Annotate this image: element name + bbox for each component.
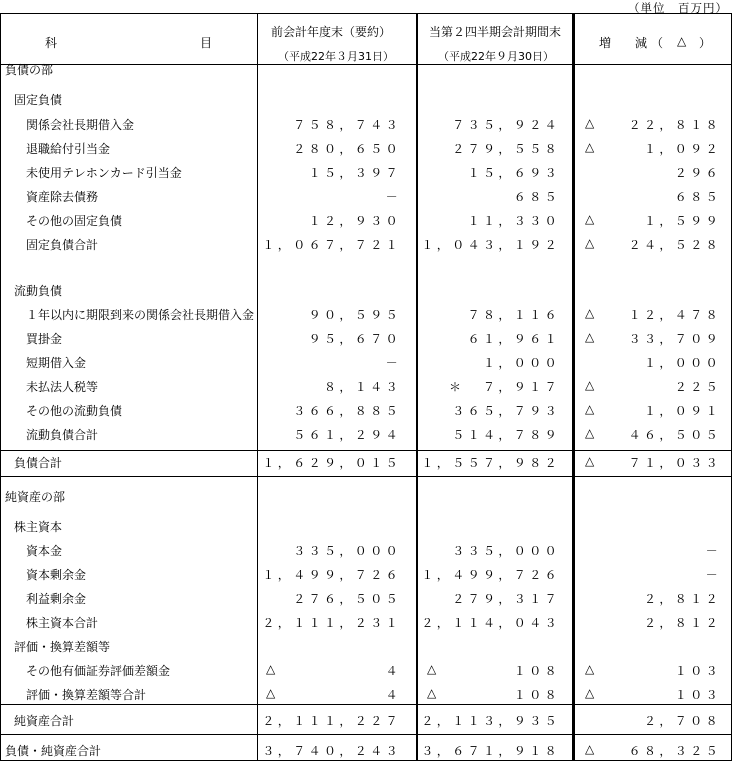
table-row xyxy=(1,349,731,373)
row-value: － xyxy=(705,544,721,558)
row-label: 流動負債合計 xyxy=(26,428,99,442)
table-row xyxy=(1,421,731,445)
table-row xyxy=(1,657,731,681)
negative-triangle-mark: △ xyxy=(585,742,595,756)
row-value: １，０００ xyxy=(643,356,721,370)
row-value: １１，３３０ xyxy=(467,214,560,228)
row-label: 流動負債 xyxy=(14,284,63,298)
row-value: ２，１１１，２３１ xyxy=(262,616,401,630)
row-label: その他有価証券評価差額金 xyxy=(26,664,171,678)
row-value: ４ xyxy=(385,664,401,678)
row-value: ６８５ xyxy=(513,190,560,204)
table-row xyxy=(1,301,731,325)
table-row xyxy=(1,483,731,507)
row-value: ６１，９６１ xyxy=(467,332,560,346)
negative-triangle-mark: △ xyxy=(585,116,595,130)
table-row xyxy=(1,183,731,207)
row-value: ３，６７１，９１８ xyxy=(421,744,560,758)
row-value: ６８，３２５ xyxy=(628,744,721,758)
row-value: ２２，８１８ xyxy=(628,118,721,132)
row-value: ３６５，７９３ xyxy=(452,404,560,418)
row-label: 純資産の部 xyxy=(5,490,66,504)
table-row xyxy=(1,231,731,255)
row-value: １０８ xyxy=(513,688,560,702)
row-value: ３３５，０００ xyxy=(452,544,560,558)
row-value: ７８，１１６ xyxy=(467,308,560,322)
row-value: － xyxy=(385,356,401,370)
table-row xyxy=(1,207,731,231)
table-row xyxy=(1,159,731,183)
row-value: ２８０，６５０ xyxy=(293,142,401,156)
row-value: １，５５７，９８２ xyxy=(421,456,560,470)
negative-triangle-mark: △ xyxy=(585,426,595,440)
row-value: １２，９３０ xyxy=(308,214,401,228)
row-label: 固定負債 xyxy=(14,93,63,107)
table-row xyxy=(1,681,731,705)
negative-triangle-mark: △ xyxy=(585,306,595,320)
row-label: 資本金 xyxy=(26,544,63,558)
row-value: ２７９，５５８ xyxy=(452,142,560,156)
row-value: ２７６，５０５ xyxy=(293,592,401,606)
header-subject-2: 目 xyxy=(200,36,213,50)
row-value: ９０，５９５ xyxy=(308,308,401,322)
asterisk-mark: ＊ xyxy=(449,380,462,394)
row-value: ９５，６７０ xyxy=(308,332,401,346)
row-value: １０３ xyxy=(674,664,721,678)
row-label: 負債の部 xyxy=(5,63,54,77)
table-row xyxy=(1,325,731,349)
table-row xyxy=(1,707,731,731)
row-value: ２，１１３，９３５ xyxy=(421,714,560,728)
negative-triangle-mark: △ xyxy=(585,330,595,344)
header-current-period: 当第２四半期会計期間末 xyxy=(429,25,562,39)
negative-triangle-mark: △ xyxy=(585,378,595,392)
row-label: その他の流動負債 xyxy=(26,404,123,418)
negative-triangle-mark: △ xyxy=(585,402,595,416)
row-label: 株主資本 xyxy=(14,520,63,534)
row-value: ３，７４０，２４３ xyxy=(262,744,401,758)
row-value: ２７９，３１７ xyxy=(452,592,560,606)
row-label: 負債・純資産合計 xyxy=(5,744,102,758)
table-row xyxy=(1,633,731,657)
negative-triangle-mark: △ xyxy=(427,686,437,700)
row-value: ７５８，７４３ xyxy=(293,118,401,132)
row-label: 負債合計 xyxy=(14,456,63,470)
table-row xyxy=(1,561,731,585)
row-value: ２，１１１，２２７ xyxy=(262,714,401,728)
row-value: １，０９１ xyxy=(643,404,721,418)
row-value: １，６２９，０１５ xyxy=(262,456,401,470)
row-value: ２，８１２ xyxy=(643,616,721,630)
table-row xyxy=(1,513,731,537)
header-change-2: 減（ xyxy=(635,36,668,50)
table-row xyxy=(1,585,731,609)
row-value: １，４９９，７２６ xyxy=(262,568,401,582)
row-label: 買掛金 xyxy=(26,332,63,346)
row-value: １，４９９，７２６ xyxy=(421,568,560,582)
balance-sheet-table xyxy=(0,13,732,761)
header-subject-1: 科 xyxy=(45,36,58,50)
table-row xyxy=(1,537,731,561)
header-change-3: ） xyxy=(699,36,712,50)
negative-triangle-mark: △ xyxy=(427,662,437,676)
row-value: ３３５，０００ xyxy=(293,544,401,558)
row-value: ６８５ xyxy=(674,190,721,204)
row-value: ５６１，２９４ xyxy=(293,428,401,442)
negative-triangle-mark: △ xyxy=(266,686,276,700)
row-label: 評価・換算差額等 xyxy=(14,640,111,654)
row-value: － xyxy=(705,568,721,582)
section-rule xyxy=(1,476,731,477)
row-label: 利益剰余金 xyxy=(26,592,87,606)
row-value: ２４，５２８ xyxy=(628,238,721,252)
table-row xyxy=(1,373,731,397)
row-value: － xyxy=(385,190,401,204)
unit-note: （単位 百万円） xyxy=(628,1,728,15)
table-row xyxy=(1,111,731,135)
row-value: ３３，７０９ xyxy=(628,332,721,346)
row-value: ２２５ xyxy=(674,380,721,394)
negative-triangle-mark: △ xyxy=(585,662,595,676)
row-value: ７３５，９２４ xyxy=(452,118,560,132)
table-row xyxy=(1,449,731,473)
row-value: ４ xyxy=(385,688,401,702)
header-change-1: 増 xyxy=(599,36,612,50)
row-value: １，０６７，７２１ xyxy=(262,238,401,252)
table-row xyxy=(1,86,731,110)
negative-triangle-mark: △ xyxy=(585,454,595,468)
row-label: 資産除去債務 xyxy=(26,190,99,204)
row-label: 株主資本合計 xyxy=(26,616,99,630)
row-value: １，０９２ xyxy=(643,142,721,156)
row-value: ２，１１４，０４３ xyxy=(421,616,560,630)
row-value: １，５９９ xyxy=(643,214,721,228)
header-prev-date: （平成22年３月31日） xyxy=(278,50,394,63)
row-label: 関係会社長期借入金 xyxy=(26,118,135,132)
row-value: ５１４，７８９ xyxy=(452,428,560,442)
row-value: １５，３９７ xyxy=(308,166,401,180)
row-value: １０３ xyxy=(674,688,721,702)
row-label: 固定負債合計 xyxy=(26,238,99,252)
table-row xyxy=(1,609,731,633)
negative-triangle-mark: △ xyxy=(585,140,595,154)
table-row xyxy=(1,135,731,159)
row-value: ７１，０３３ xyxy=(628,456,721,470)
negative-triangle-mark: △ xyxy=(585,236,595,250)
negative-triangle-mark: △ xyxy=(585,686,595,700)
row-label: 資本剰余金 xyxy=(26,568,87,582)
row-value: ２，８１２ xyxy=(643,592,721,606)
row-label: 評価・換算差額等合計 xyxy=(26,688,147,702)
row-value: １５，６９３ xyxy=(467,166,560,180)
table-row xyxy=(1,277,731,301)
negative-triangle-mark: △ xyxy=(266,662,276,676)
table-row xyxy=(1,397,731,421)
header-change-tri: △ xyxy=(677,34,687,48)
row-label: 未使用テレホンカード引当金 xyxy=(26,166,182,180)
row-value: ７，９１７ xyxy=(482,380,560,394)
row-label: その他の固定負債 xyxy=(26,214,123,228)
row-value: ８，１４３ xyxy=(323,380,401,394)
row-value: １０８ xyxy=(513,664,560,678)
row-value: １，０００ xyxy=(482,356,560,370)
row-label: 退職給付引当金 xyxy=(26,142,111,156)
row-label: 純資産合計 xyxy=(14,714,75,728)
row-label: １年以内に期限到来の関係会社長期借入金 xyxy=(26,308,255,322)
row-value: ３６６，８８５ xyxy=(293,404,401,418)
row-value: ２９６ xyxy=(674,166,721,180)
header-prev-period: 前会計年度末（要約） xyxy=(271,25,392,39)
table-row xyxy=(1,737,731,761)
section-rule xyxy=(1,734,731,735)
table-row xyxy=(1,56,731,80)
row-value: １２，４７８ xyxy=(628,308,721,322)
row-label: 短期借入金 xyxy=(26,356,87,370)
header-current-date: （平成22年９月30日） xyxy=(438,50,554,63)
row-value: ２，７０８ xyxy=(643,714,721,728)
negative-triangle-mark: △ xyxy=(585,212,595,226)
row-label: 未払法人税等 xyxy=(26,380,99,394)
row-value: ４６，５０５ xyxy=(628,428,721,442)
row-value: １，０４３，１９２ xyxy=(421,238,560,252)
